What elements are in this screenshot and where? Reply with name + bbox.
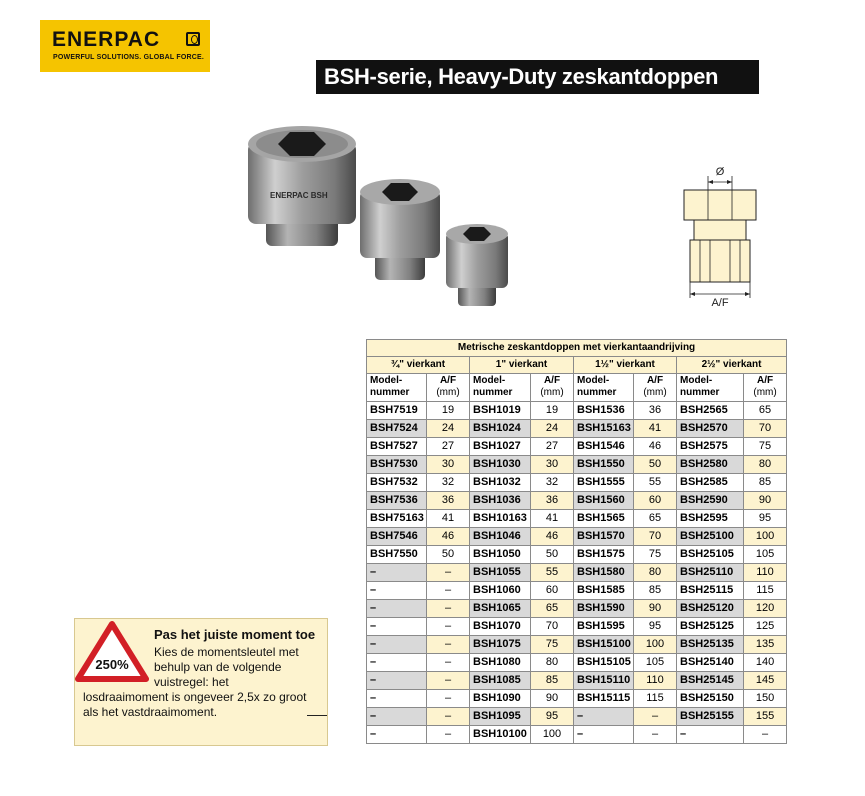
model-number-cell: BSH1032	[470, 474, 531, 492]
af-value-cell: 65	[531, 600, 574, 618]
af-value-cell: 60	[531, 582, 574, 600]
af-value-cell: 46	[531, 528, 574, 546]
table-row	[367, 636, 787, 654]
af-value-cell: 27	[531, 438, 574, 456]
af-value-cell: 110	[744, 564, 787, 582]
model-number-cell: BSH1030	[470, 456, 531, 474]
af-value-cell: –	[427, 582, 470, 600]
model-number-cell: BSH7546	[367, 528, 427, 546]
model-number-cell: –	[367, 564, 427, 582]
model-number-cell: –	[574, 708, 634, 726]
model-number-cell: BSH1565	[574, 510, 634, 528]
model-number-cell: BSH25120	[677, 600, 744, 618]
af-value-cell: –	[427, 672, 470, 690]
model-number-cell: BSH25125	[677, 618, 744, 636]
model-number-cell: –	[367, 582, 427, 600]
af-value-cell: 105	[634, 654, 677, 672]
af-value-cell: –	[427, 636, 470, 654]
model-number-cell: –	[677, 726, 744, 744]
tip-text-part2: losdraaimoment is ongeveer 2,5x zo groot als het vastdraaimoment.	[83, 690, 307, 719]
col-header-af-unit: (mm)	[643, 387, 667, 398]
af-value-cell: 145	[744, 672, 787, 690]
col-header-model: Model-nummer	[574, 374, 634, 402]
model-number-cell: –	[367, 618, 427, 636]
af-value-cell: 110	[634, 672, 677, 690]
col-header-af-unit: (mm)	[753, 387, 777, 398]
af-value-cell: –	[427, 618, 470, 636]
af-value-cell: 120	[744, 600, 787, 618]
model-number-cell: BSH1085	[470, 672, 531, 690]
model-number-cell: BSH1575	[574, 546, 634, 564]
af-value-cell: 95	[531, 708, 574, 726]
model-number-cell: –	[367, 600, 427, 618]
af-value-cell: 30	[531, 456, 574, 474]
model-number-cell: BSH1585	[574, 582, 634, 600]
col-header-af	[427, 374, 470, 402]
diameter-label: Ø	[715, 166, 725, 178]
model-number-cell: BSH2565	[677, 402, 744, 420]
model-number-cell: BSH2585	[677, 474, 744, 492]
af-value-cell: 85	[634, 582, 677, 600]
model-number-cell: BSH25110	[677, 564, 744, 582]
model-number-cell: BSH15115	[574, 690, 634, 708]
af-value-cell: 90	[744, 492, 787, 510]
model-number-cell: –	[574, 726, 634, 744]
table-row	[367, 402, 787, 420]
af-value-cell: 100	[634, 636, 677, 654]
model-number-cell: BSH7536	[367, 492, 427, 510]
col-header-af-label: A/F	[646, 375, 664, 386]
af-value-cell: 41	[634, 420, 677, 438]
model-number-cell: BSH7550	[367, 546, 427, 564]
model-number-cell: BSH25155	[677, 708, 744, 726]
af-value-cell: 24	[427, 420, 470, 438]
tip-divider	[307, 715, 327, 716]
af-value-cell: 105	[744, 546, 787, 564]
af-value-cell: 24	[531, 420, 574, 438]
model-number-cell: BSH1546	[574, 438, 634, 456]
af-value-cell: 95	[744, 510, 787, 528]
af-value-cell: 46	[634, 438, 677, 456]
small-socket	[446, 224, 508, 306]
af-value-cell: 140	[744, 654, 787, 672]
af-value-cell: 41	[531, 510, 574, 528]
af-value-cell: 30	[427, 456, 470, 474]
model-number-cell: BSH7532	[367, 474, 427, 492]
af-value-cell: 36	[531, 492, 574, 510]
model-number-cell: BSH7524	[367, 420, 427, 438]
model-number-cell: BSH2595	[677, 510, 744, 528]
af-value-cell: 50	[531, 546, 574, 564]
model-number-cell: BSH2570	[677, 420, 744, 438]
page-title: BSH-serie, Heavy-Duty zeskantdoppen	[316, 60, 759, 94]
col-header-af-unit: (mm)	[436, 387, 460, 398]
col-header-af-label: A/F	[543, 375, 561, 386]
model-number-cell: BSH10163	[470, 510, 531, 528]
model-number-cell: BSH25150	[677, 690, 744, 708]
col-header-af	[531, 374, 574, 402]
enerpac-logo	[40, 20, 210, 72]
model-number-cell: BSH1080	[470, 654, 531, 672]
table-row	[367, 618, 787, 636]
model-number-cell: BSH1060	[470, 582, 531, 600]
model-number-cell: BSH15105	[574, 654, 634, 672]
af-value-cell: –	[427, 564, 470, 582]
model-number-cell: BSH1560	[574, 492, 634, 510]
model-number-cell: BSH25140	[677, 654, 744, 672]
af-value-cell: 80	[744, 456, 787, 474]
model-number-cell: BSH2575	[677, 438, 744, 456]
af-value-cell: 19	[531, 402, 574, 420]
model-number-cell: BSH25115	[677, 582, 744, 600]
af-value-cell: 115	[634, 690, 677, 708]
af-value-cell: 75	[634, 546, 677, 564]
model-number-cell: BSH1050	[470, 546, 531, 564]
logo-wordmark: ENERPAC	[52, 28, 161, 51]
af-value-cell: 100	[744, 528, 787, 546]
table-row	[367, 654, 787, 672]
socket-cross-section-drawing	[672, 160, 768, 310]
table-row	[367, 528, 787, 546]
af-value-cell: –	[634, 726, 677, 744]
table-row	[367, 420, 787, 438]
af-value-cell: 65	[634, 510, 677, 528]
model-number-cell: BSH10100	[470, 726, 531, 744]
af-value-cell: –	[634, 708, 677, 726]
model-number-cell: –	[367, 708, 427, 726]
af-value-cell: –	[427, 690, 470, 708]
af-value-cell: 50	[634, 456, 677, 474]
product-photo-sockets	[240, 120, 530, 325]
af-value-cell: 80	[634, 564, 677, 582]
af-value-cell: 100	[531, 726, 574, 744]
af-value-cell: 55	[531, 564, 574, 582]
af-value-cell: 125	[744, 618, 787, 636]
af-value-cell: 95	[634, 618, 677, 636]
table-row	[367, 564, 787, 582]
model-number-cell: –	[367, 636, 427, 654]
model-number-cell: BSH75163	[367, 510, 427, 528]
group-header-1: 1" vierkant	[470, 357, 574, 374]
col-header-model: Model-nummer	[677, 374, 744, 402]
model-number-cell: BSH1075	[470, 636, 531, 654]
table-row	[367, 690, 787, 708]
group-header-2-1-2: 2½" vierkant	[677, 357, 787, 374]
group-header-1-1-2: 1½" vierkant	[574, 357, 677, 374]
af-label: A/F	[711, 297, 729, 309]
af-value-cell: 150	[744, 690, 787, 708]
table-row	[367, 456, 787, 474]
model-number-cell: BSH1570	[574, 528, 634, 546]
col-header-af-unit: (mm)	[540, 387, 564, 398]
af-value-cell: –	[427, 600, 470, 618]
model-number-cell: BSH1036	[470, 492, 531, 510]
af-value-cell: 85	[531, 672, 574, 690]
af-value-cell: 19	[427, 402, 470, 420]
af-value-cell: 155	[744, 708, 787, 726]
af-value-cell: 135	[744, 636, 787, 654]
table-row	[367, 672, 787, 690]
table-row	[367, 438, 787, 456]
af-value-cell: 60	[634, 492, 677, 510]
tip-badge: 250%	[95, 657, 129, 672]
af-value-cell: 75	[744, 438, 787, 456]
model-number-cell: BSH1027	[470, 438, 531, 456]
af-value-cell: 41	[427, 510, 470, 528]
col-header-af-label: A/F	[756, 375, 774, 386]
model-number-cell: BSH1555	[574, 474, 634, 492]
af-value-cell: 32	[427, 474, 470, 492]
model-number-cell: BSH7530	[367, 456, 427, 474]
af-value-cell: 65	[744, 402, 787, 420]
af-value-cell: 80	[531, 654, 574, 672]
model-number-cell: BSH1019	[470, 402, 531, 420]
table-row	[367, 474, 787, 492]
model-number-cell: –	[367, 726, 427, 744]
af-value-cell: 50	[427, 546, 470, 564]
model-number-cell: BSH1046	[470, 528, 531, 546]
table-row	[367, 546, 787, 564]
group-header-3-4: ¾" vierkant	[367, 357, 470, 374]
torque-tip-box	[74, 618, 328, 746]
model-number-cell: BSH1024	[470, 420, 531, 438]
af-value-cell: 32	[531, 474, 574, 492]
table-row	[367, 600, 787, 618]
model-number-cell: BSH1590	[574, 600, 634, 618]
model-number-cell: BSH25145	[677, 672, 744, 690]
af-value-cell: 115	[744, 582, 787, 600]
model-number-cell: BSH1095	[470, 708, 531, 726]
table-row	[367, 726, 787, 744]
tip-text-part1: Kies de momentsleutel met behulp van de volgende vuistregel: het	[154, 645, 299, 689]
logo-tagline: POWERFUL SOLUTIONS. GLOBAL FORCE.	[53, 54, 205, 61]
af-value-cell: –	[427, 726, 470, 744]
model-number-cell: BSH1065	[470, 600, 531, 618]
model-number-cell: BSH1595	[574, 618, 634, 636]
model-number-cell: BSH1090	[470, 690, 531, 708]
model-number-cell: BSH7527	[367, 438, 427, 456]
warning-triangle-icon	[75, 621, 149, 683]
model-number-cell: BSH15100	[574, 636, 634, 654]
spec-table	[366, 339, 787, 744]
af-value-cell: –	[427, 708, 470, 726]
af-value-cell: 70	[634, 528, 677, 546]
model-number-cell: BSH1536	[574, 402, 634, 420]
af-value-cell: 90	[634, 600, 677, 618]
af-value-cell: 27	[427, 438, 470, 456]
af-value-cell: 36	[427, 492, 470, 510]
model-number-cell: BSH1070	[470, 618, 531, 636]
model-number-cell: BSH15110	[574, 672, 634, 690]
model-number-cell: BSH25100	[677, 528, 744, 546]
large-socket	[248, 126, 356, 246]
table-row	[367, 708, 787, 726]
table-caption: Metrische zeskantdoppen met vierkantaandrijving	[367, 340, 787, 357]
medium-socket	[360, 179, 440, 280]
model-number-cell: BSH25105	[677, 546, 744, 564]
col-header-af-label: A/F	[439, 375, 457, 386]
af-value-cell: 46	[427, 528, 470, 546]
af-value-cell: –	[744, 726, 787, 744]
large-socket-engraving: ENERPAC BSH	[270, 191, 328, 200]
table-row	[367, 582, 787, 600]
model-number-cell: –	[367, 672, 427, 690]
col-header-af	[744, 374, 787, 402]
model-number-cell: BSH2580	[677, 456, 744, 474]
af-value-cell: 70	[744, 420, 787, 438]
model-number-cell: BSH1055	[470, 564, 531, 582]
af-value-cell: 36	[634, 402, 677, 420]
logo-mark-icon	[186, 32, 200, 46]
table-row	[367, 510, 787, 528]
af-value-cell: –	[427, 654, 470, 672]
model-number-cell: BSH7519	[367, 402, 427, 420]
af-value-cell: 55	[634, 474, 677, 492]
table-row	[367, 492, 787, 510]
model-number-cell: –	[367, 690, 427, 708]
af-value-cell: 85	[744, 474, 787, 492]
tip-title: Pas het juiste moment toe	[154, 627, 316, 642]
model-number-cell: BSH15163	[574, 420, 634, 438]
af-value-cell: 70	[531, 618, 574, 636]
model-number-cell: –	[367, 654, 427, 672]
model-number-cell: BSH25135	[677, 636, 744, 654]
model-number-cell: BSH2590	[677, 492, 744, 510]
model-number-cell: BSH1550	[574, 456, 634, 474]
model-number-cell: BSH1580	[574, 564, 634, 582]
af-value-cell: 75	[531, 636, 574, 654]
col-header-af	[634, 374, 677, 402]
col-header-model: Model-nummer	[470, 374, 531, 402]
col-header-model: Model-nummer	[367, 374, 427, 402]
af-value-cell: 90	[531, 690, 574, 708]
